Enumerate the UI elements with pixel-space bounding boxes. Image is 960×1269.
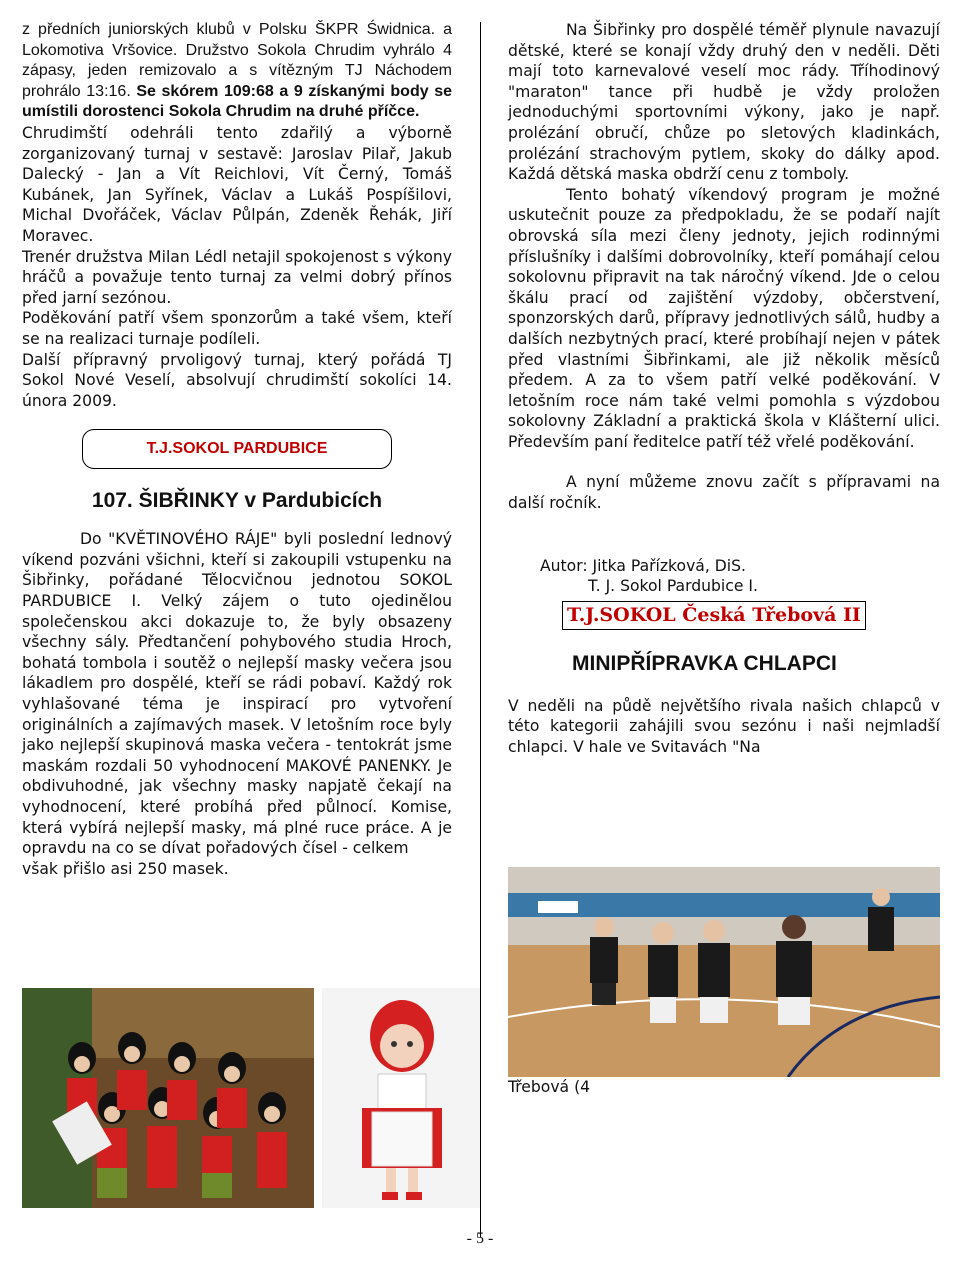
text-sibrinky-1: Do "KVĚTINOVÉHO RÁJE" byli poslední lednový víkend pozváni všichni, kteří si zakoupili vstupenku na Šibřinky, pořádané Tělocvičnou jednotou SOKOL PARDUBICE I. Velký zájem o tuto ojedinělou společenskou akci dokazuje to, že byly obsazeny všechny sály. Předtančení pohybového studia Hroch, bohatá tombola i soutěž o nejlepší masky večera jsou lákadlem pro dospělé, kteří se rádi pobaví. Každý rok vyhlašované téma je inspirací pro vytvoření originálních a zajímavých masek. V letošním roce byly jako nejlepší skupinová maska večera - tentokrát jsme maskám rozdali 50 vyhodnocení xyxy=(22,530,452,775)
text-kids-2: apod. Každá dětská maska obdrží cenu z tomboly. xyxy=(508,144,940,184)
photo-child-costume xyxy=(322,988,480,1208)
paragraph-lineup: Chrudimští odehráli tento zdařilý a výborně zorganizovaný turnaj v sestavě: Jaroslav Pilař, Jakub Dalecký - Jan a Vít Reichlovi, Vít Černý, Tomáš Kubánek, Jan Syřínek, Václav a Lukáš Pospíšilovi, Michal Dvořáček, Václav Půlpán, Zdeněk Řehák, Jiří Moravec. xyxy=(22,123,452,245)
article-title-sibrinky: 107. ŠIBŘINKY v Pardubicích xyxy=(91,489,383,513)
column-divider xyxy=(480,22,481,1237)
paragraph-next-year: A nyní můžeme znovu začít s přípravami na další ročník. xyxy=(508,473,940,513)
text-kids-1: Na Šibřinky pro dospělé téměř plynule navazují dětské, které se konají vždy druhý den v neděli. Děti mají toto karnevalové veselí moc rády. Tříhodinový "maraton" tance při hudbě je vždy proložen jednoduchými sportovními výkony, jako je např. prolézání obručí, chůze po sletových kladinkách, prolézání strachovým pytlem, skoky do dálky xyxy=(508,21,940,163)
photo-boys-team xyxy=(508,867,940,1077)
section-title-minipripravka: MINIPŘÍPRAVKA CHLAPCI xyxy=(572,651,837,675)
author-name: Autor: Jitka Pařízková, DiS. xyxy=(540,556,746,575)
text-results: z předních juniorských klubů v Polsku ŠKPR Świdnica. a Lokomotiva Vršovice. Družstvo Sokola Chrudim vyhrálo 4 zápasy, jeden remizovalo a s vítězným TJ Náchodem prohrálo 13:16. xyxy=(22,21,452,100)
section-heading-ceska-trebova: T.J.SOKOL Česká Třebová II xyxy=(562,601,866,630)
paragraph-masks-count: však přišlo asi 250 masek. xyxy=(22,859,229,878)
paragraph-season-start: V neděli na půdě největšího rivala našich chlapců v této kategorii zahájili svou sezónu i naši nejmladší chlapci. V hale ve Svitavách "Na xyxy=(508,696,940,757)
photo-poppy-dolls-group xyxy=(22,988,314,1208)
paragraph-sibrinky xyxy=(22,529,452,859)
child-image xyxy=(322,988,480,1208)
left-column xyxy=(22,20,452,879)
paragraph-coach: Trenér družstva Milan Lédl netajil spokojenost s výkony hráčů a považuje tento turnaj za velmi dobrý přínos před jarní sezónou. xyxy=(22,247,452,307)
paragraph-tournament-results xyxy=(22,20,452,123)
page-number: - 5 - xyxy=(466,1230,494,1247)
paragraph-volunteers: Tento bohatý víkendový program je možné uskutečnit pouze za předpokladu, že se podaří najít obrovská síla mezi členy jednoty, jejich rodinnými příslušníky i dalšími dobrovolníky, kteří pomáhají celou sokolovnu připravit na tak náročný víkend. Jde o celou škálu prací od zajištění výzdoby, občerstvení, sponzorských darů, přípravy jednotlivých sálů, hudby a dalších nezbytných prací, které probíhají nejen v pátek před vlastními Šibřinkami, ale již několik měsíců předem. A za to všem patří velké poděkování. V letošním roce nám také velmi pomohla s výzdobou sokolovny Základní a praktická škola v Klášterní ulici. Především paní ředitelce patří též vřelé poděkování. xyxy=(508,185,940,451)
paragraph-next-tournament: Další přípravný prvoligový turnaj, který pořádá TJ Sokol Nové Veselí, absolvují chrudimští sokolíci 14. února 2009. xyxy=(22,350,452,410)
boys-team-image xyxy=(508,867,940,1077)
text-sibrinky-2: MAKOVÉ PANENKY. Je obdivuhodné, jak všechny masky napjatě čekají na vyhodnocení, které probíhá před půlnocí. Komise, která vybírá nejlepší masky, má plné ruce práce. A je opravdu na co se dívat pořadových čísel - celkem xyxy=(22,756,452,858)
section-heading-pardubice: T.J.SOKOL PARDUBICE xyxy=(82,429,392,469)
paragraph-tournament-svitavy: Třebová (4 xyxy=(508,1077,591,1096)
paragraph-thanks: Poděkování patří všem sponzorům a také všem, kteří se na realizaci turnaje podíleli. xyxy=(22,309,452,348)
author-org: T. J. Sokol Pardubice I. xyxy=(588,577,758,596)
paragraph-kids-carnival xyxy=(508,20,940,185)
text-results-bold: Se skórem 109:68 a 9 získanými body se umístili dorostenci Sokola Chrudim na druhé příčce. xyxy=(22,82,452,121)
masks-group-image xyxy=(22,988,314,1208)
